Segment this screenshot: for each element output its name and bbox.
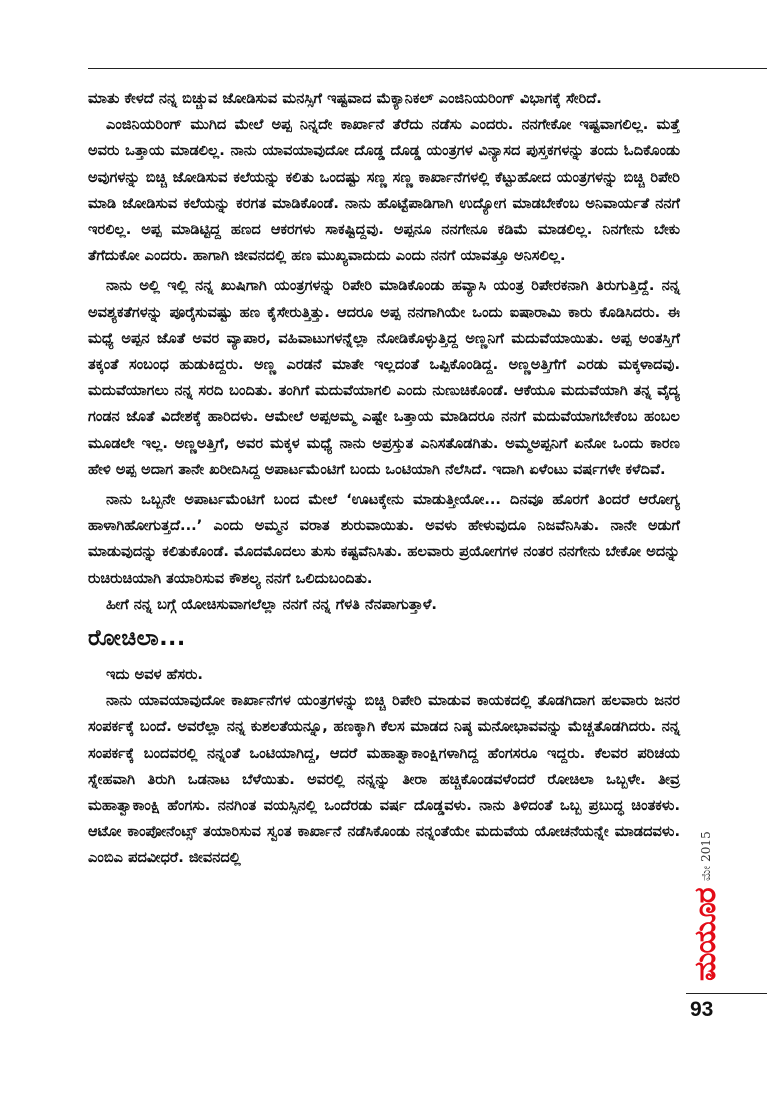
page-number-rule	[686, 993, 767, 994]
paragraph: ನಾನು ಅಲ್ಲಿ ಇಲ್ಲಿ ನನ್ನ ಖುಷಿಗಾಗಿ ಯಂತ್ರಗಳನ್ನು ರಿಪೇರಿ ಮಾಡಿಕೊಂಡು ಹವ್ಯಾಸಿ ಯಂತ್ರ ರಿಪೇರಕನಾಗಿ ತಿರುಗುತ್ತಿದ್ದೆ. ನನ್ನ ಅವಶ್ಯಕತೆಗಳನ್ನು ಪೂರೈಸುವಷ್ಟು ಹಣ ಕೈಸೇರುತ್ತಿತ್ತು. ಆದರೂ ಅಪ್ಪ ನನಗಾಗಿಯೇ ಒಂದು ಐಷಾರಾಮಿ ಕಾರು ಕೊಡಿಸಿದರು. ಈ ಮಧ್ಯೆ ಅಪ್ಪನ ಜೊತೆ ಅವರ ವ್ಯಾಪಾರ, ವಹಿವಾಟುಗಳನ್ನೆಲ್ಲಾ ನೋಡಿಕೊಳ್ಳುತ್ತಿದ್ದ ಅಣ್ಣನಿಗೆ ಮದುವೆಯಾಯಿತು. ಅಪ್ಪ ಅಂತಸ್ತಿಗೆ ತಕ್ಕಂತೆ ಸಂಬಂಧ ಹುಡುಕಿದ್ದರು. ಅಣ್ಣ ಎರಡನೆ ಮಾತೇ ಇಲ್ಲದಂತೆ ಒಪ್ಪಿಕೊಂಡಿದ್ದ. ಅಣ್ಣಅತ್ತಿಗೆಗೆ ಎರಡು ಮಕ್ಕಳಾದವು. ಮದುವೆಯಾಗಲು ನನ್ನ ಸರದಿ ಬಂದಿತು. ತಂಗಿಗೆ ಮದುವೆಯಾಗಲಿ ಎಂದು ನುಣುಚಿಕೊಂಡೆ. ಆಕೆಯೂ ಮದುವೆಯಾಗಿ ತನ್ನ ವೈದ್ಯ ಗಂಡನ ಜೊತೆ ವಿದೇಶಕ್ಕೆ ಹಾರಿದಳು. ಆಮೇಲೆ ಅಪ್ಪಅಮ್ಮ ಎಷ್ಟೇ ಒತ್ತಾಯ ಮಾಡಿದರೂ ನನಗೆ ಮದುವೆಯಾಗಬೇಕೆಂಬ ಹಂಬಲ ಮೂಡಲೇ ಇಲ್ಲ. ಅಣ್ಣಅತ್ತಿಗೆ, ಅವರ ಮಕ್ಕಳ ಮಧ್ಯೆ ನಾನು ಅಪ್ರಸ್ತುತ ಎನಿಸತೊಡಗಿತು. ಅಮ್ಮಅಪ್ಪನಿಗೆ ಏನೋ ಒಂದು ಕಾರಣ ಹೇಳಿ ಅಪ್ಪ ಅದಾಗ ತಾನೇ ಖರೀದಿಸಿದ್ದ ಅಪಾರ್ಟಮೆಂಟಿಗೆ ಬಂದು ಒಂಟಿಯಾಗಿ ನೆಲೆಸಿದೆ. ಇದಾಗಿ ಏಳೆಂಟು ವರ್ಷಗಳೇ ಕಳೆದಿವೆ.	[88, 277, 680, 478]
paragraph: ಹೀಗೆ ನನ್ನ ಬಗ್ಗೆ ಯೋಚಿಸುವಾಗಲೆಲ್ಲಾ ನನಗೆ ನನ್ನ ಗೆಳತಿ ನೆನಪಾಗುತ್ತಾಳೆ.	[106, 595, 437, 613]
paragraph: ಎಂಜಿನಿಯರಿಂಗ್ ಮುಗಿದ ಮೇಲೆ ಅಪ್ಪ ನಿನ್ನದೇ ಕಾರ್ಖಾನೆ ತೆರೆದು ನಡೆಸು ಎಂದರು. ನನಗೇಕೋ ಇಷ್ಟವಾಗಲಿಲ್ಲ. ಮತ್ತೆ ಅವರು ಒತ್ತಾಯ ಮಾಡಲಿಲ್ಲ. ನಾನು ಯಾವಯಾವುದೋ ದೊಡ್ಡ ದೊಡ್ಡ ಯಂತ್ರಗಳ ವಿನ್ಯಾಸದ ಪುಸ್ತಕಗಳನ್ನು ತಂದು ಓದಿಕೊಂಡು ಅವುಗಳನ್ನು ಬಿಚ್ಚಿ ಜೋಡಿಸುವ ಕಲೆಯನ್ನು ಕಲಿತು ಒಂದಷ್ಟು ಸಣ್ಣ ಸಣ್ಣ ಕಾರ್ಖಾನೆಗಳಲ್ಲಿ ಕೆಟ್ಟುಹೋದ ಯಂತ್ರಗಳನ್ನು ಬಿಚ್ಚಿ ರಿಪೇರಿ ಮಾಡಿ ಜೋಡಿಸುವ ಕಲೆಯನ್ನು ಕರಗತ ಮಾಡಿಕೊಂಡೆ. ನಾನು ಹೊಟ್ಟೆಪಾಡಿಗಾಗಿ ಉದ್ಯೋಗ ಮಾಡಬೇಕೆಂಬ ಅನಿವಾರ್ಯತೆ ನನಗೆ ಇರಲಿಲ್ಲ. ಅಪ್ಪ ಮಾಡಿಟ್ಟಿದ್ದ ಹಣದ ಆಕರಗಳು ಸಾಕಷ್ಟಿದ್ದವು. ಅಪ್ಪನೂ ನನಗೇನೂ ಕಡಿಮೆ ಮಾಡಲಿಲ್ಲ. ನಿನಗೇನು ಬೇಕು ತೆಗೆದುಕೋ ಎಂದರು. ಹಾಗಾಗಿ ಜೀವನದಲ್ಲಿ ಹಣ ಮುಖ್ಯವಾದುದು ಎಂದು ನನಗೆ ಯಾವತ್ತೂ ಅನಿಸಲಿಲ್ಲ.	[88, 116, 680, 265]
paragraph: ಇದು ಅವಳ ಹೆಸರು.	[106, 666, 203, 684]
paragraph: ನಾನು ಒಬ್ಬನೇ ಅಪಾರ್ಟಮೆಂಟಿಗೆ ಬಂದ ಮೇಲೆ ‘ಊಟಕ್ಕೇನು ಮಾಡುತ್ತೀಯೋ... ದಿನವೂ ಹೊರಗೆ ತಿಂದರೆ ಆರೋಗ್ಯ ಹಾಳಾಗಿಹೋಗುತ್ತದೆ...’ ಎಂದು ಅಮ್ಮನ ವರಾತ ಶುರುವಾಯಿತು. ಅವಳು ಹೇಳುವುದೂ ನಿಜವೆನಿಸಿತು. ನಾನೇ ಅಡುಗೆ ಮಾಡುವುದನ್ನು ಕಲಿತುಕೊಂಡೆ. ಮೊದಮೊದಲು ತುಸು ಕಷ್ಟವೆನಿಸಿತು. ಹಲವಾರು ಪ್ರಯೋಗಗಳ ನಂತರ ನನಗೇನು ಬೇಕೋ ಅದನ್ನು ರುಚಿರುಚಿಯಾಗಿ ತಯಾರಿಸುವ ಕೌಶಲ್ಯ ನನಗೆ ಒಲಿದುಬಂದಿತು.	[88, 491, 680, 587]
section-heading: ರೋಚಿಲಾ...	[88, 626, 186, 652]
paragraph: ನಾನು ಯಾವಯಾವುದೋ ಕಾರ್ಖಾನೆಗಳ ಯಂತ್ರಗಳನ್ನು ಬಿಚ್ಚಿ ರಿಪೇರಿ ಮಾಡುವ ಕಾಯಕದಲ್ಲಿ ತೊಡಗಿದಾಗ ಹಲವಾರು ಜನರ ಸಂಪರ್ಕಕ್ಕೆ ಬಂದೆ. ಅವರೆಲ್ಲಾ ನನ್ನ ಕುಶಲತೆಯನ್ನೂ, ಹಣಕ್ಕಾಗಿ ಕೆಲಸ ಮಾಡದ ನಿಷ್ಠ ಮನೋಭಾವವನ್ನು ಮೆಚ್ಚತೊಡಗಿದರು. ನನ್ನ ಸಂಪರ್ಕಕ್ಕೆ ಬಂದವರಲ್ಲಿ ನನ್ನಂತೆ ಒಂಟಿಯಾಗಿದ್ದ, ಆದರೆ ಮಹಾತ್ವಾಕಾಂಕ್ಷಿಗಳಾಗಿದ್ದ ಹೆಂಗಸರೂ ಇದ್ದರು. ಕೆಲವರ ಪರಿಚಯ ಸ್ನೇಹವಾಗಿ ತಿರುಗಿ ಒಡನಾಟ ಬೆಳೆಯಿತು. ಅವರಲ್ಲಿ ನನ್ನನ್ನು ತೀರಾ ಹಚ್ಚಿಕೊಂಡವಳೆಂದರೆ ರೋಚಿಲಾ ಒಬ್ಬಳೇ. ತೀವ್ರ ಮಹಾತ್ವಾಕಾಂಕ್ಷಿ ಹೆಂಗಸು. ನನಗಿಂತ ವಯಸ್ಸಿನಲ್ಲಿ ಒಂದೆರಡು ವರ್ಷ ದೊಡ್ಡವಳು. ನಾನು ತಿಳಿದಂತೆ ಒಬ್ಬ ಪ್ರಬುದ್ಧ ಚಿಂತಕಳು. ಆಟೋ ಕಾಂಪೋನೆಂಟ್ಸ್ ತಯಾರಿಸುವ ಸ್ವಂತ ಕಾರ್ಖಾನೆ ನಡೆಸಿಕೊಂಡು ನನ್ನಂತೆಯೇ ಮದುವೆಯ ಯೋಚನೆಯನ್ನೇ ಮಾಡದವಳು. ಎಂಬಿಎ ಪದವೀಧರೆ. ಜೀವನದಲ್ಲಿ	[88, 692, 680, 867]
magazine-sidebar	[689, 805, 725, 995]
article-body	[88, 86, 680, 872]
top-rule	[88, 68, 767, 69]
magazine-logo: ಮಯೂರ	[688, 888, 723, 982]
paragraph: ಮಾತು ಕೇಳದೆ ನನ್ನ ಬಿಚ್ಚುವ ಜೋಡಿಸುವ ಮನಸ್ಸಿಗೆ ಇಷ್ಟವಾದ ಮೆಕ್ಯಾನಿಕಲ್ ಎಂಜಿನಿಯರಿಂಗ್ ವಿಭಾಗಕ್ಕೆ ಸೇರಿದೆ.	[88, 90, 602, 107]
issue-date: ಮೇ 2015	[699, 831, 713, 881]
page-number: 93	[690, 998, 714, 1021]
